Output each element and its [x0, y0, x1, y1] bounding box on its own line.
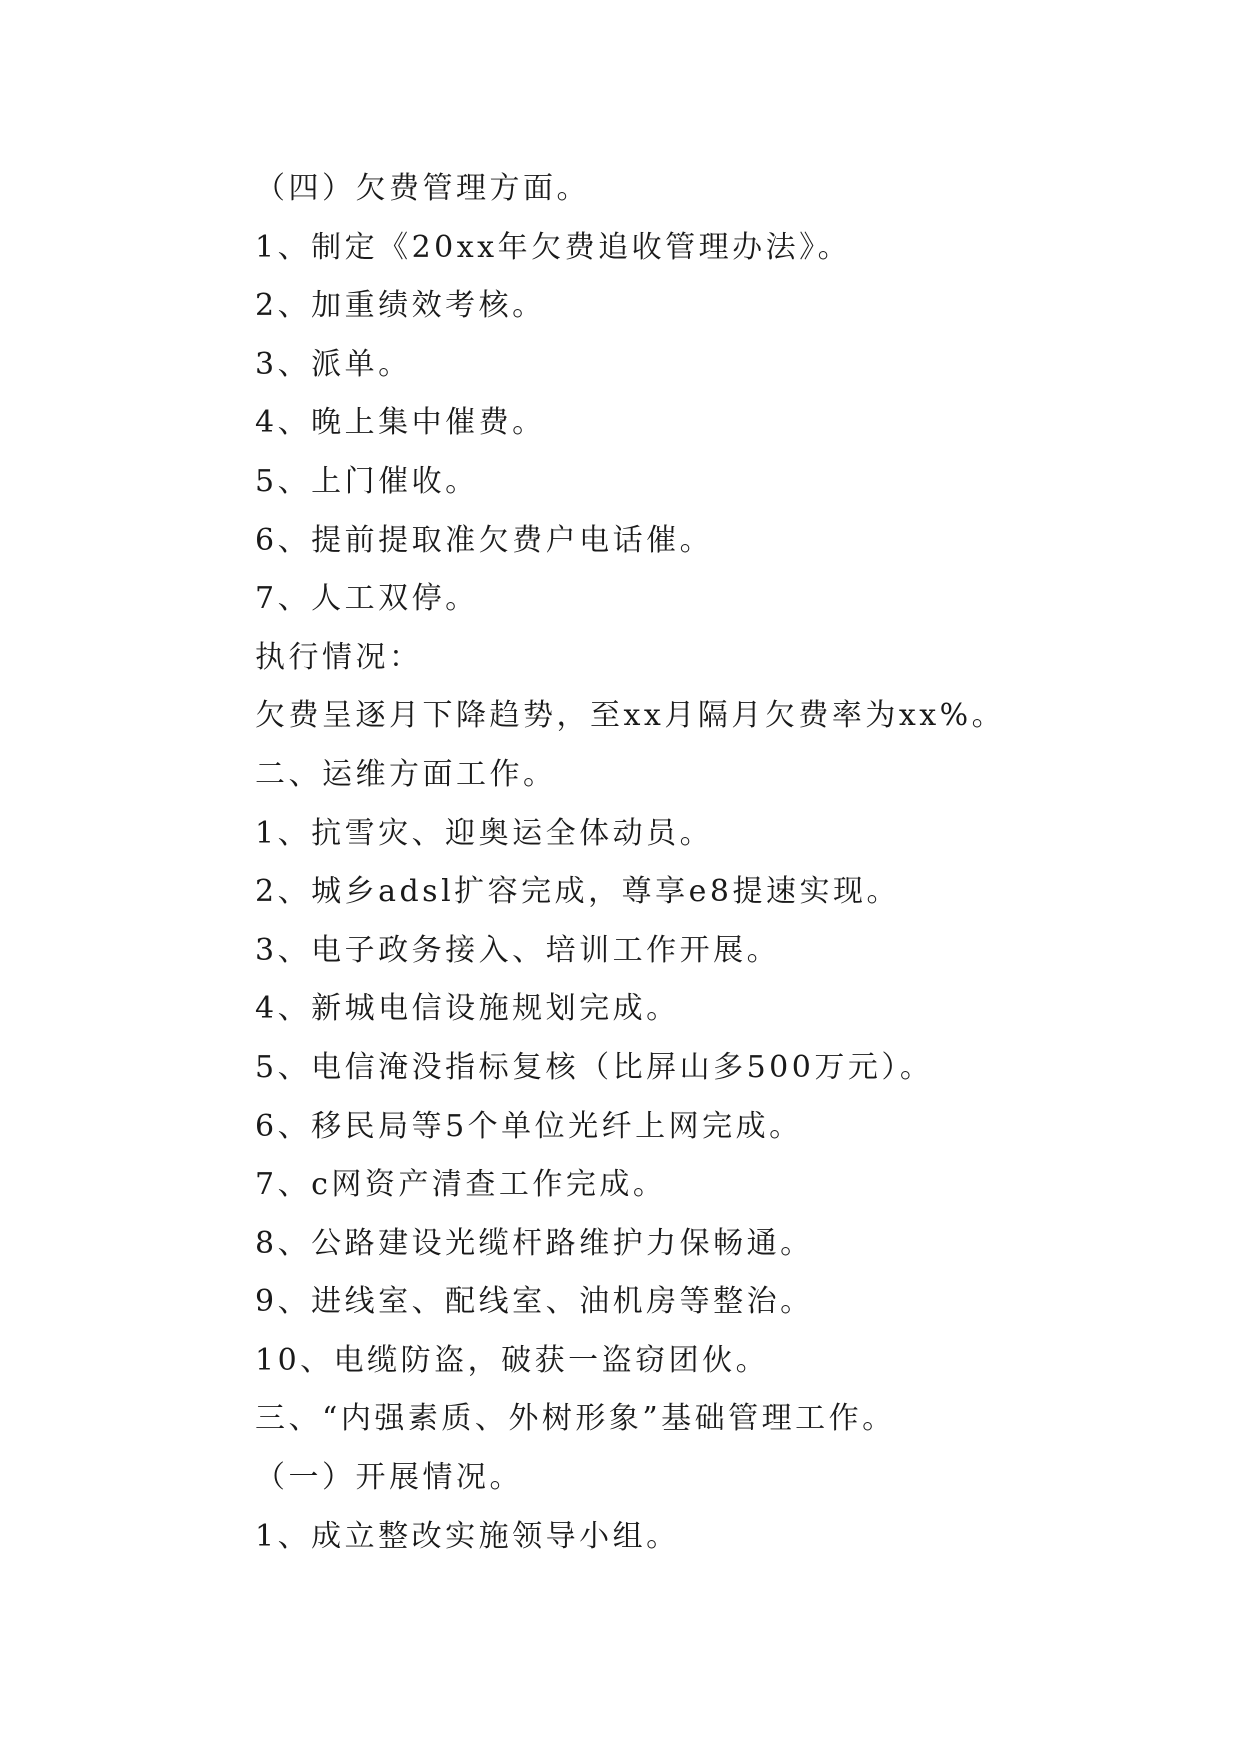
list-item: 1、制定《20xx年欠费追收管理办法》。	[255, 229, 852, 265]
list-item: 5、电信淹没指标复核（比屏山多500万元）。	[255, 1049, 934, 1085]
execution-status-label: 执行情况：	[255, 639, 423, 675]
list-item: 9、进线室、配线室、油机房等整治。	[255, 1284, 814, 1320]
list-item: 7、c网资产清查工作完成。	[255, 1167, 667, 1203]
list-item: 2、加重绩效考核。	[255, 288, 546, 324]
list-item: 4、晚上集中催费。	[255, 405, 546, 441]
section-heading-operations: 二、运维方面工作。	[255, 756, 557, 792]
list-item: 6、提前提取准欠费户电话催。	[255, 522, 714, 558]
list-item: 10、电缆防盗，破获一盗窃团伙。	[255, 1342, 770, 1378]
list-item: 6、移民局等5个单位光纤上网完成。	[255, 1108, 803, 1144]
execution-status-text: 欠费呈逐月下降趋势，至xx月隔月欠费率为xx%。	[255, 698, 1006, 734]
list-item: 1、成立整改实施领导小组。	[255, 1518, 680, 1554]
list-item: 8、公路建设光缆杆路维护力保畅通。	[255, 1225, 814, 1261]
document-body	[255, 160, 1155, 1566]
section-heading-basic-management: 三、“内强素质、外树形象”基础管理工作。	[255, 1401, 896, 1437]
list-item: 7、人工双停。	[255, 581, 479, 617]
section-heading-arrears-management: （四）欠费管理方面。	[255, 171, 590, 206]
list-item: 1、抗雪灾、迎奥运全体动员。	[255, 815, 714, 851]
list-item: 2、城乡adsl扩容完成，尊享e8提速实现。	[255, 874, 901, 910]
list-item: 3、电子政务接入、培训工作开展。	[255, 932, 781, 968]
subsection-heading-progress: （一）开展情况。	[255, 1460, 523, 1496]
list-item: 3、派单。	[255, 346, 412, 382]
list-item: 5、上门催收。	[255, 463, 479, 499]
list-item: 4、新城电信设施规划完成。	[255, 991, 680, 1027]
